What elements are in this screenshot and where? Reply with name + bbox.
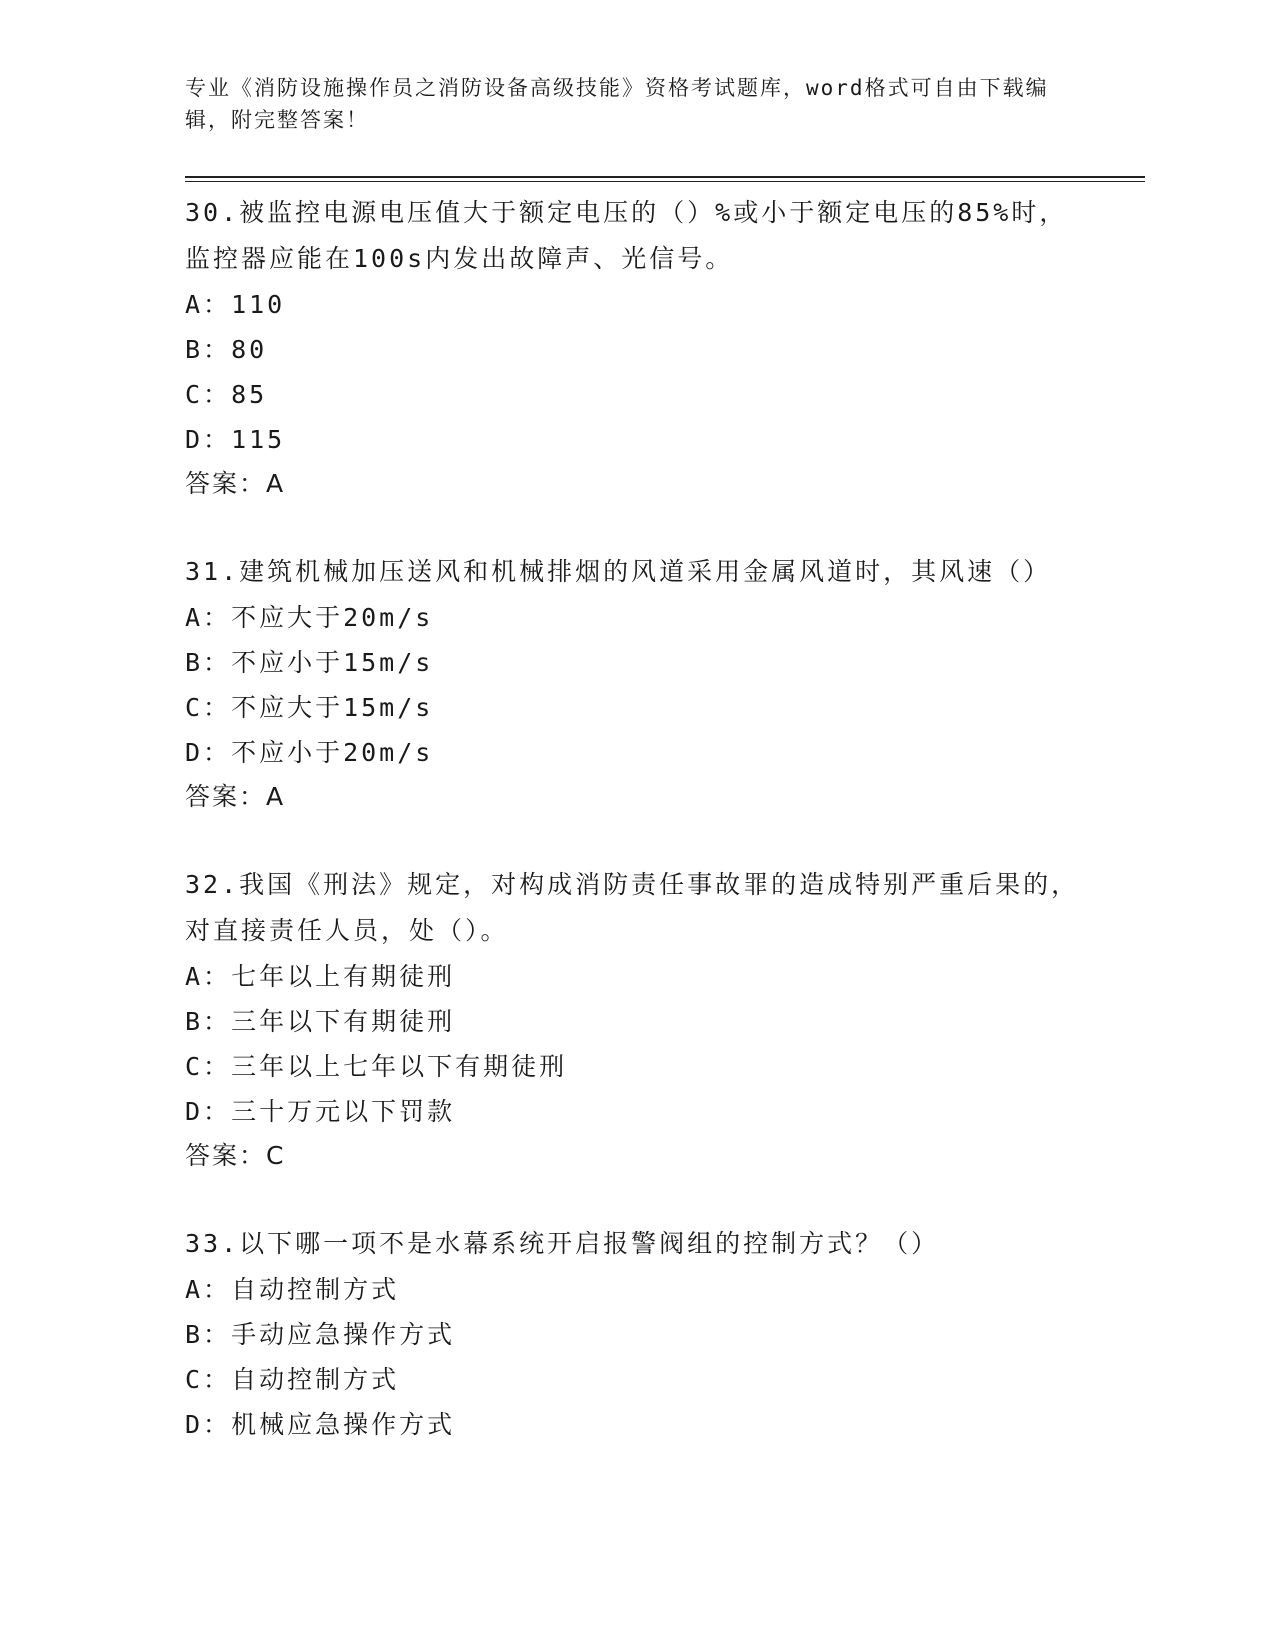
option-text: 110 [231, 290, 286, 319]
option-key: D： [185, 1410, 232, 1439]
document-header: 专业《消防设施操作员之消防设备高级技能》资格考试题库，word格式可自由下载编辑，附完整答案！ [185, 76, 1049, 132]
option-text: 自动控制方式 [231, 1365, 400, 1394]
option-text: 机械应急操作方式 [231, 1410, 456, 1439]
question-33 [185, 1221, 1085, 1447]
option-c [185, 372, 1085, 417]
option-d [185, 1089, 1085, 1134]
option-key: B： [185, 335, 232, 364]
option-c [185, 1044, 1085, 1089]
option-a [185, 1267, 1085, 1312]
option-text: 自动控制方式 [231, 1275, 400, 1304]
option-text: 三年以下有期徒刑 [231, 1007, 456, 1036]
question-31 [185, 549, 1085, 819]
option-text: 七年以上有期徒刑 [231, 962, 456, 991]
option-key: D： [185, 425, 232, 454]
option-key: C： [185, 693, 232, 722]
header-divider-thin [185, 181, 1145, 182]
option-text: 不应大于15m/s [231, 693, 434, 722]
option-d [185, 417, 1085, 462]
option-text: 不应小于20m/s [231, 738, 434, 767]
option-text: 三年以上七年以下有期徒刑 [231, 1052, 568, 1081]
option-b [185, 327, 1085, 372]
option-key: A： [185, 603, 232, 632]
question-stem: 31.建筑机械加压送风和机械排烟的风道采用金属风道时，其风速（） [185, 557, 1052, 586]
question-stem: 30.被监控电源电压值大于额定电压的（）%或小于额定电压的85%时，监控器应能在100s内发出故障声、光信号。 [185, 198, 1068, 273]
option-key: C： [185, 1365, 232, 1394]
option-a [185, 954, 1085, 999]
option-key: D： [185, 1097, 232, 1126]
question-stem: 33.以下哪一项不是水幕系统开启报警阀组的控制方式？（） [185, 1229, 940, 1258]
option-key: B： [185, 1320, 232, 1349]
option-key: A： [185, 962, 232, 991]
question-32 [185, 862, 1085, 1178]
option-text: 85 [231, 380, 268, 409]
question-30 [185, 190, 1085, 506]
question-stem: 32.我国《刑法》规定，对构成消防责任事故罪的造成特别严重后果的，对直接责任人员，处（）。 [185, 870, 1080, 945]
option-text: 不应小于15m/s [231, 648, 434, 677]
answer-line: 答案：A [185, 782, 286, 811]
option-a [185, 282, 1085, 327]
option-key: D： [185, 738, 232, 767]
question-list [185, 190, 1085, 1490]
header-divider-thick [185, 176, 1145, 178]
option-c [185, 1357, 1085, 1402]
option-key: B： [185, 648, 232, 677]
option-d [185, 1402, 1085, 1447]
option-d [185, 730, 1085, 775]
option-key: C： [185, 1052, 232, 1081]
answer-line: 答案：A [185, 469, 286, 498]
option-b [185, 999, 1085, 1044]
option-key: A： [185, 290, 232, 319]
option-key: B： [185, 1007, 232, 1036]
option-text: 三十万元以下罚款 [231, 1097, 456, 1126]
option-b [185, 1312, 1085, 1357]
option-text: 不应大于20m/s [231, 603, 434, 632]
answer-line: 答案：C [185, 1141, 286, 1170]
option-a [185, 595, 1085, 640]
option-text: 手动应急操作方式 [231, 1320, 456, 1349]
option-c [185, 685, 1085, 730]
option-b [185, 640, 1085, 685]
option-text: 80 [231, 335, 268, 364]
option-key: C： [185, 380, 232, 409]
option-text: 115 [231, 425, 286, 454]
option-key: A： [185, 1275, 232, 1304]
